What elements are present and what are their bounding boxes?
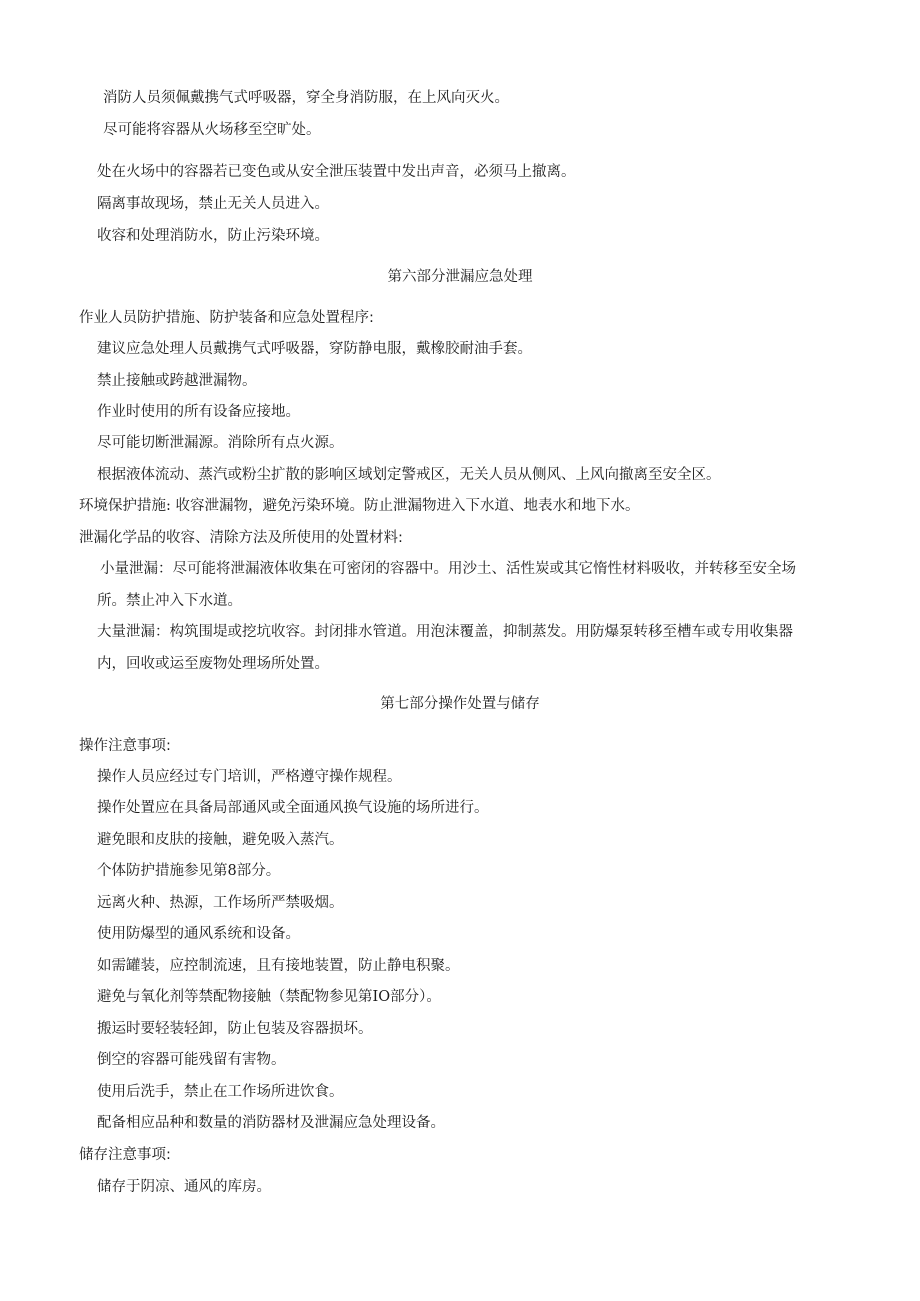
subsection-heading: 泄漏化学品的收容、清除方法及所使用的处置材料: bbox=[79, 530, 403, 546]
text-line: 消防人员须佩戴携气式呼吸器，穿全身消防服，在上风向灭火。 bbox=[103, 90, 509, 106]
list-item: 作业时使用的所有设备应接地。 bbox=[97, 404, 300, 420]
list-item: 操作人员应经过专门培训，严格遵守操作规程。 bbox=[97, 769, 402, 785]
env-protection-label: 环境保护措施 bbox=[79, 498, 166, 514]
env-protection-text: : 收容泄漏物，避免污染环境。防止泄漏物进入下水道、地表水和地下水。 bbox=[166, 498, 640, 514]
list-item: 个体防护措施参见第8部分。 bbox=[97, 863, 281, 879]
subsection-heading: 作业人员防护措施、防护装备和应急处置程序: bbox=[79, 310, 374, 326]
list-item: 远离火种、热源，工作场所严禁吸烟。 bbox=[97, 895, 344, 911]
list-item: 搬运时要轻装轻卸，防止包装及容器损坏。 bbox=[97, 1021, 373, 1037]
list-item: 避免眼和皮肤的接触，避免吸入蒸汽。 bbox=[97, 832, 344, 848]
text-line: 所。禁止冲入下水道。 bbox=[97, 593, 242, 609]
text-line: 尽可能将容器从火场移至空旷处。 bbox=[103, 122, 321, 138]
list-item: 尽可能切断泄漏源。消除所有点火源。 bbox=[97, 435, 344, 451]
text-line: 大量泄漏：构筑围堤或挖坑收容。封闭排水管道。用泡沫覆盖，抑制蒸发。用防爆泵转移至槽车或专用收集器 bbox=[97, 624, 793, 640]
list-item: 禁止接触或跨越泄漏物。 bbox=[97, 373, 257, 389]
list-item: 操作处置应在具备局部通风或全面通风换气设施的场所进行。 bbox=[97, 800, 489, 816]
list-item: 倒空的容器可能残留有害物。 bbox=[97, 1052, 286, 1068]
text-line: 小量泄漏：尽可能将泄漏液体收集在可密闭的容器中。用沙土、活性炭或其它惰性材料吸收，并转移至安全场 bbox=[100, 561, 796, 577]
list-item: 使用后洗手，禁止在工作场所进饮食。 bbox=[97, 1084, 344, 1100]
list-item: 使用防爆型的通风系统和设备。 bbox=[97, 926, 300, 942]
list-item: 避免与氧化剂等禁配物接触（禁配物参见第IO部分）。 bbox=[97, 989, 441, 1005]
text-line: 处在火场中的容器若已变色或从安全泄压装置中发出声音，必须马上撤离。 bbox=[97, 164, 576, 180]
text-line: 内，回收或运至废物处理场所处置。 bbox=[97, 656, 329, 672]
env-protection-line bbox=[79, 496, 640, 516]
text-line: 隔离事故现场，禁止无关人员进入。 bbox=[97, 196, 329, 212]
list-item: 储存于阴凉、通风的库房。 bbox=[97, 1179, 271, 1195]
list-item: 根据液体流动、蒸汽或粉尘扩散的影响区域划定警戒区，无关人员从侧风、上风向撤离至安全区。 bbox=[97, 467, 721, 483]
section-title: 第七部分操作处置与储存 bbox=[380, 696, 540, 712]
text-line: 收容和处理消防水，防止污染环境。 bbox=[97, 228, 329, 244]
subsection-heading: 储存注意事项: bbox=[79, 1147, 171, 1163]
list-item: 建议应急处理人员戴携气式呼吸器，穿防静电服，戴橡胶耐油手套。 bbox=[97, 341, 532, 357]
list-item: 如需罐装，应控制流速，且有接地装置，防止静电积聚。 bbox=[97, 958, 460, 974]
subsection-heading: 操作注意事项: bbox=[79, 738, 171, 754]
list-item: 配备相应品种和数量的消防器材及泄漏应急处理设备。 bbox=[97, 1115, 445, 1131]
section-title: 第六部分泄漏应急处理 bbox=[387, 269, 533, 285]
